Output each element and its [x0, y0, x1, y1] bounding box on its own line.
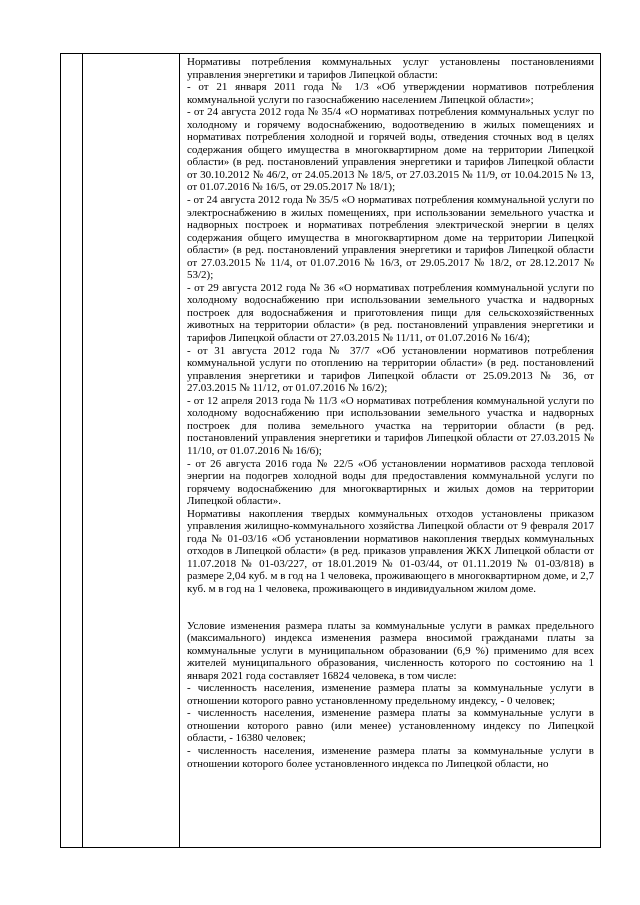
table-cell-name [83, 54, 180, 848]
paragraph: Нормативы потребления коммунальных услуг установлены постановлениями управления энергетики и тарифов Липецкой области: [187, 56, 594, 81]
paragraph: - от 21 января 2011 года № 1/3 «Об утверждении нормативов потребления коммунальной услуги по газоснабжению населением Липецкой области»; [187, 81, 594, 106]
document-table [60, 53, 601, 848]
paragraph: - от 26 августа 2016 года № 22/5 «Об установлении нормативов расхода тепловой энергии на подогрев холодной воды для предоставления коммунальной услуги по горячему водоснабжению для многоквартирных и жилых домов на территории Липецкой области». [187, 457, 594, 508]
cell-text [180, 54, 600, 774]
paragraph: - численность населения, изменение размера платы за коммунальные услуги в отношении которого равно (или менее) установленному индексу по Липецкой области, - 16380 человек; [187, 707, 594, 745]
paragraph: - от 24 августа 2012 года № 35/5 «О нормативах потребления коммунальной услуги по электроснабжению в жилых помещениях, при использовании земельного участка и надворных построек и нормативах потребления электрической энергии в целях содержания общего имущества в многоквартирном доме на территории Липецкой области» (в ред. постановлений управления энергетики и тарифов Липецкой области от 27.03.2015 № 11/4, от 01.07.2016 № 16/3, от 29.05.2017 № 18/2, от 28.12.2017 № 53/2); [187, 194, 594, 282]
table-cell-content [180, 54, 601, 848]
table-cell-number [61, 54, 83, 848]
paragraph: Нормативы накопления твердых коммунальных отходов установлены приказом управления жилищно-коммунального хозяйства Липецкой области от 9 февраля 2017 года № 01-03/16 «Об установлении нормативов накопления твердых коммунальных отходов в Липецкой области» (в ред. приказов управления ЖКХ Липецкой области от 11.07.2018 № 01-03/227, от 18.01.2019 № 01-03/44, от 01.11.2019 № 01-03/818) в размере 2,04 куб. м в год на 1 человека, проживающего в многоквартирном доме, и 2,7 куб. м в год на 1 человека, проживающего в индивидуальном жилом доме. [187, 507, 594, 595]
paragraph: - от 29 августа 2012 года № 36 «О нормативах потребления коммунальной услуги по холодному водоснабжению при использовании земельного участка и надворных построек для водоснабжения и приготовления пищи для сельскохозяйственных животных на территории области» (в ред. постановлений управления энергетики и тарифов Липецкой области от 27.03.2015 № 11/11, от 01.07.2016 № 16/4); [187, 281, 594, 345]
paragraph: - численность населения, изменение размера платы за коммунальные услуги в отношении которого более установленного индекса по Липецкой области, но [187, 744, 594, 770]
paragraph: - от 31 августа 2012 года № 37/7 «Об установлении нормативов потребления коммунальной услуги по отоплению на территории области» (в ред. постановлений управления энергетики и тарифов Липецкой области от 25.09.2013 № 36, от 27.03.2015 № 11/12, от 01.07.2016 № 16/2); [187, 344, 594, 395]
paragraph: Условие изменения размера платы за коммунальные услуги в рамках предельного (максимального) индекса изменения размера вносимой гражданами платы за коммунальные услуги в муниципальном образовании (6,9 %) применимо для всех жителей муниципального образования, численность которого по состоянию на 1 января 2021 года составляет 16824 человека, в том числе: [187, 619, 594, 682]
paragraph: - от 12 апреля 2013 года № 11/3 «О нормативах потребления коммунальной услуги по холодному водоснабжению при использовании земельного участка и надворных построек для полива земельного участка на территории области (в ред. постановлений управления энергетики и тарифов Липецкой области от 27.03.2015 № 11/10, от 01.07.2016 № 16/6); [187, 394, 594, 457]
paragraph: - численность населения, изменение размера платы за коммунальные услуги в отношении которого равно установленному предельному индексу, - 0 человек; [187, 682, 594, 707]
table-row [61, 54, 601, 848]
paragraph: - от 24 августа 2012 года № 35/4 «О нормативах потребления коммунальных услуг по холодному и горячему водоснабжению, водоотведению в жилых помещениях и нормативах потребления холодной и горячей воды, отведения сточных вод в целях содержания общего имущества в многоквартирном доме на территории Липецкой области» (в ред. постановлений управления энергетики и тарифов Липецкой области от 30.10.2012 № 46/2, от 24.05.2013 № 18/5, от 27.03.2015 № 11/9, от 10.04.2015 № 13, от 01.07.2016 № 16/5, от 29.05.2017 № 18/1); [187, 106, 594, 194]
paragraph-gap [187, 596, 594, 620]
